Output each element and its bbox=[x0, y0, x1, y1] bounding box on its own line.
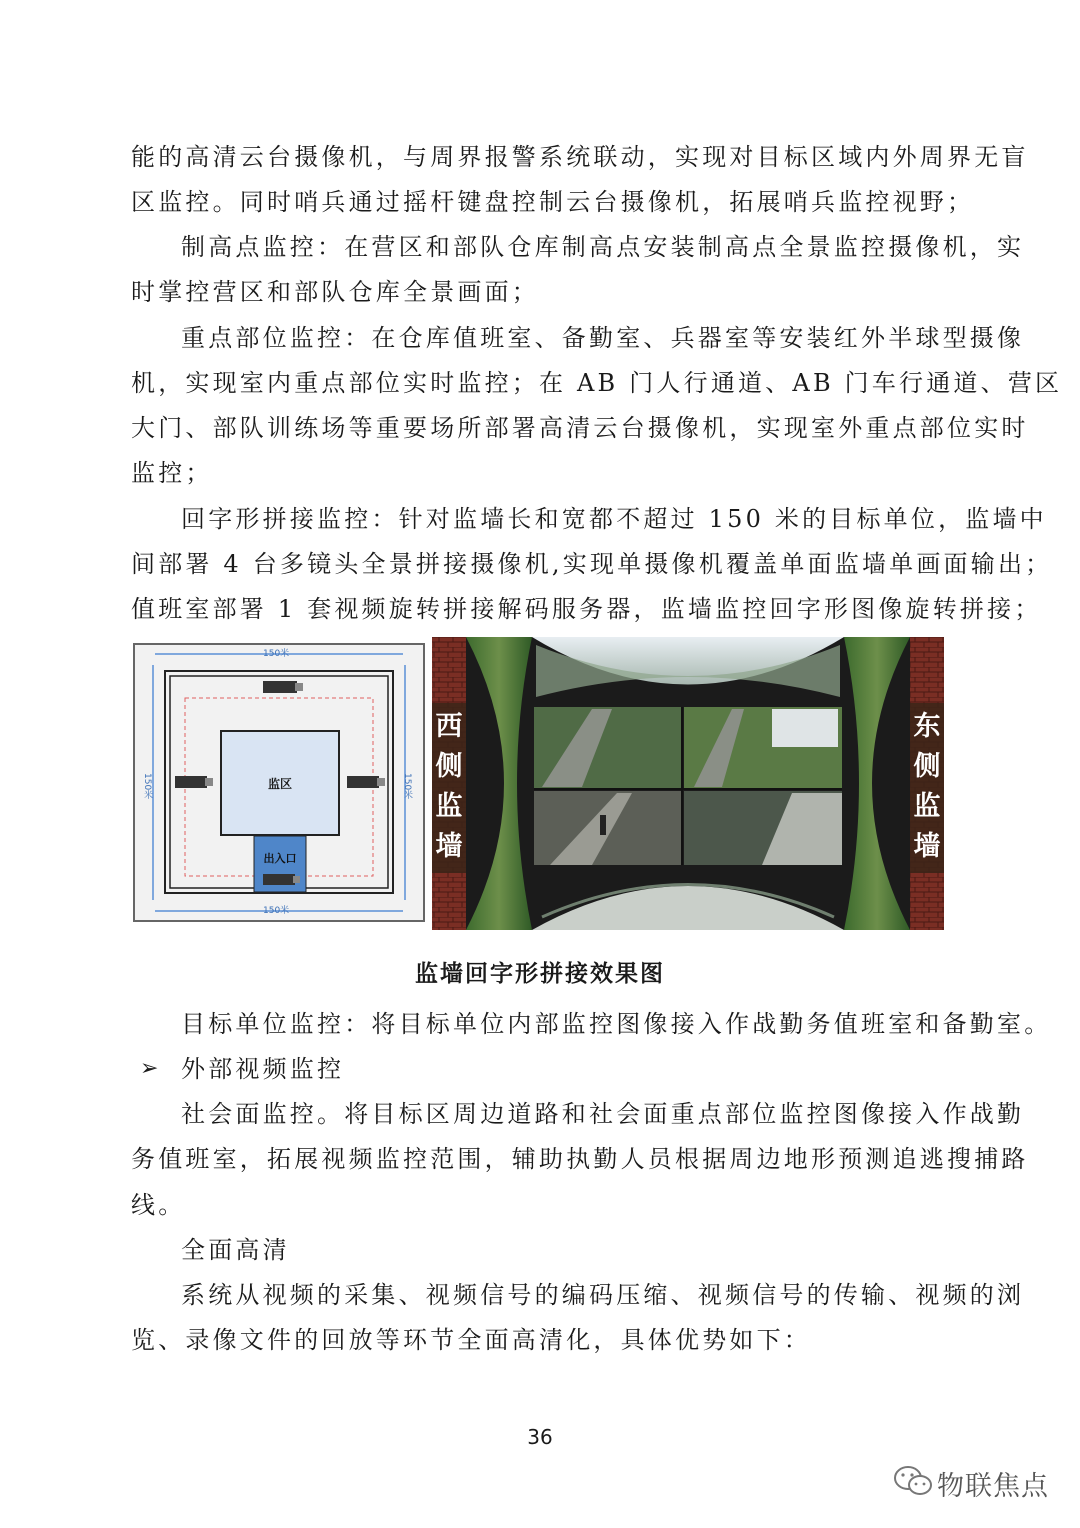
east-wall-label bbox=[911, 707, 943, 867]
camera-icon-top bbox=[263, 681, 303, 693]
west-label-char: 监 bbox=[435, 791, 463, 822]
page-number: 36 bbox=[527, 1425, 553, 1449]
paragraph-line: 回字形拼接监控：针对监墙长和宽都不超过 150 米的目标单位，监墙中 bbox=[181, 505, 1047, 533]
dimension-label-left: 150米 bbox=[142, 773, 152, 800]
paragraph-line: 制高点监控：在营区和部队仓库制高点安装制高点全景监控摄像机，实 bbox=[181, 233, 1025, 261]
east-label-char: 墙 bbox=[913, 831, 941, 862]
watermark-text: 物联焦点 bbox=[937, 1471, 1049, 1502]
paragraph-line: 览、录像文件的回放等环节全面高清化，具体优势如下： bbox=[131, 1326, 811, 1354]
paragraph-line: 区监控。同时哨兵通过摇杆键盘控制云台摄像机，拓展哨兵监控视野； bbox=[131, 188, 975, 216]
paragraph-line: 目标单位监控：将目标单位内部监控图像接入作战勤务值班室和备勤室。 bbox=[181, 1010, 1052, 1038]
west-wall-label bbox=[433, 707, 465, 867]
paragraph-line: 大门、部队训练场等重要场所部署高清云台摄像机，实现室外重点部位实时 bbox=[131, 414, 1029, 442]
paragraph-line: 务值班室，拓展视频监控范围，辅助执勤人员根据周边地形预测追逃搜捕路 bbox=[131, 1145, 1029, 1173]
dimension-label-bottom: 150米 bbox=[263, 906, 290, 916]
paragraph-line: 机，实现室内重点部位实时监控；在 AB 门人行通道、AB 门车行通道、营区 bbox=[131, 369, 1063, 397]
west-label-char: 墙 bbox=[435, 831, 463, 862]
east-label-char: 监 bbox=[913, 791, 941, 822]
bullet-icon: ➢ bbox=[140, 1056, 159, 1081]
dimension-label-right: 150米 bbox=[402, 773, 412, 800]
paragraph-line: 系统从视频的采集、视频信号的编码压缩、视频信号的传输、视频的浏 bbox=[181, 1281, 1025, 1309]
paragraph-line: 重点部位监控：在仓库值班室、备勤室、兵器室等安装红外半球型摄像 bbox=[181, 324, 1025, 352]
paragraph-line: 时掌控营区和部队仓库全景画面； bbox=[131, 278, 539, 306]
camera-icon-gate bbox=[263, 874, 300, 885]
paragraph-line: 线。 bbox=[131, 1191, 186, 1219]
camera-icon-right bbox=[347, 776, 385, 788]
east-label-char: 侧 bbox=[913, 751, 941, 782]
east-label-char: 东 bbox=[913, 711, 941, 742]
dimension-label-top: 150米 bbox=[263, 649, 290, 659]
camera-icon-left bbox=[175, 776, 213, 788]
center-zone-label: 监区 bbox=[267, 777, 292, 791]
panorama-stitch-photo bbox=[432, 637, 944, 930]
paragraph-line: 监控； bbox=[131, 459, 213, 487]
layout-diagram bbox=[133, 643, 425, 922]
paragraph-line: 间部署 4 台多镜头全景拼接摄像机,实现单摄像机覆盖单面监墙单画面输出； bbox=[131, 550, 1053, 578]
west-label-char: 西 bbox=[435, 711, 463, 742]
watermark bbox=[893, 1460, 1053, 1500]
section-heading: 外部视频监控 bbox=[181, 1055, 345, 1083]
wechat-icon bbox=[893, 1464, 933, 1498]
section-heading: 全面高清 bbox=[181, 1236, 290, 1264]
gate-label: 出入口 bbox=[263, 852, 297, 865]
paragraph-line: 社会面监控。将目标区周边道路和社会面重点部位监控图像接入作战勤 bbox=[181, 1100, 1025, 1128]
paragraph-line: 能的高清云台摄像机，与周界报警系统联动，实现对目标区域内外周界无盲 bbox=[131, 143, 1029, 171]
west-label-char: 侧 bbox=[435, 751, 463, 782]
figure-caption: 监墙回字形拼接效果图 bbox=[415, 960, 665, 987]
paragraph-line: 值班室部署 1 套视频旋转拼接解码服务器，监墙监控回字形图像旋转拼接； bbox=[131, 595, 1042, 623]
